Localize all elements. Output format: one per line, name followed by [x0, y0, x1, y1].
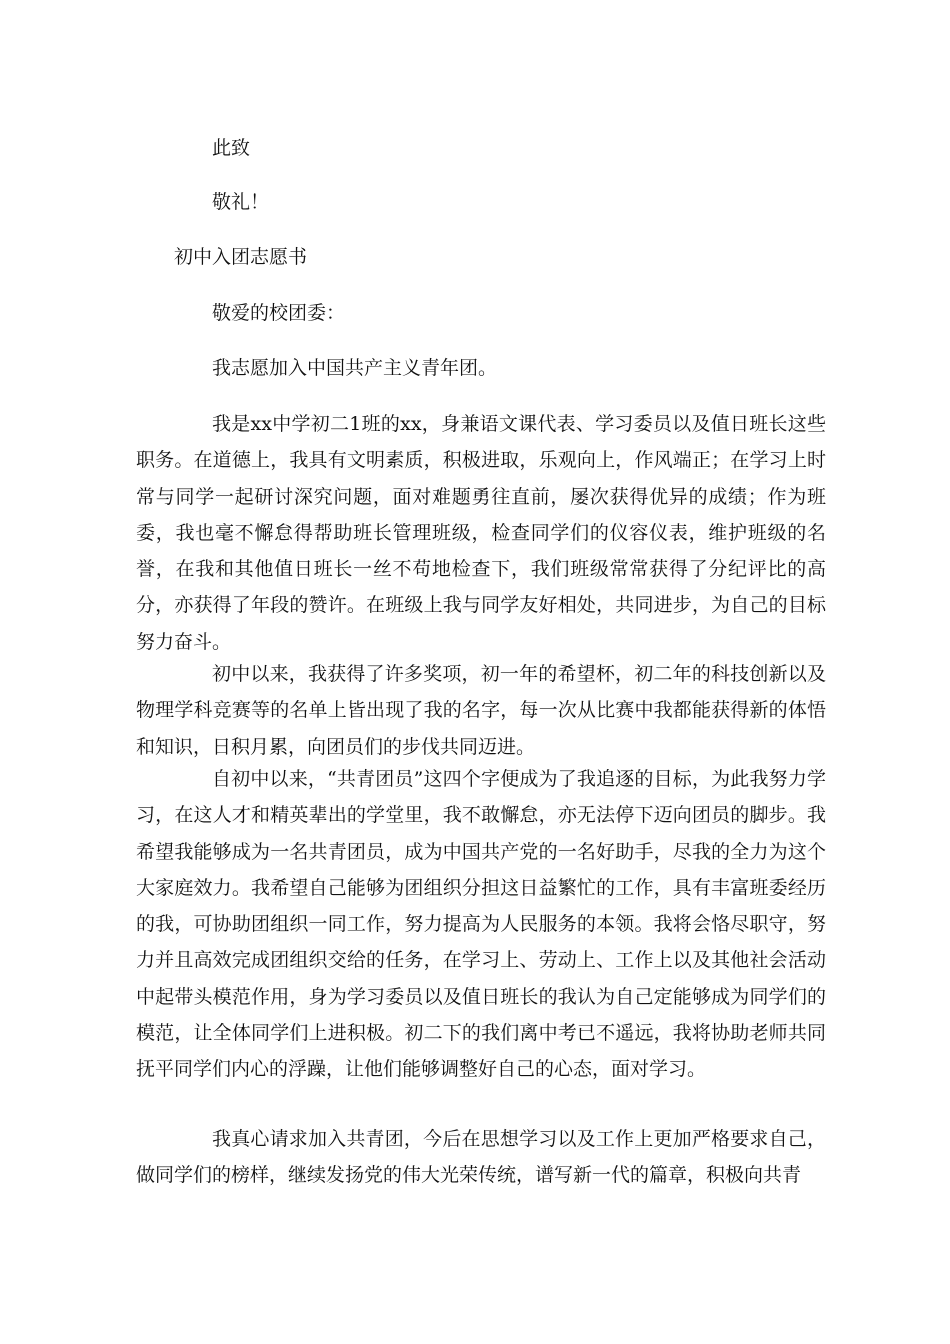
- body-paragraph-2: 初中以来，我获得了许多奖项，初一年的希望杯，初二年的科技创新以及物理学科竞赛等的名单上皆出现了我的名字，每一次从比赛中我都能获得新的体悟和知识，日积月累，向团员们的步伐共同迈进。: [136, 663, 826, 758]
- salutation: 敬爱的校团委：: [212, 302, 346, 324]
- body-paragraph-3: 自初中以来，“共青团员”这四个字便成为了我追逐的目标，为此我努力学习，在这人才和精英辈出的学堂里，我不敢懈怠，亦无法停下迈向团员的脚步。我希望我能够成为一名共青团员，成为中国共产党的一名好助手，尽我的全力为这个大家庭效力。我希望自己能够为团组织分担这日益繁忙的工作，具有丰富班委经历的我，可协助团组织一同工作，努力提高为人民服务的本领。我将会恪尽职守，努力并且高效完成团组织交给的任务，在学习上、劳动上、工作上以及其他社会活动中起带头模范作用，身为学习委员以及值日班长的我认为自己定能够成为同学们的模范，让全体同学们上进积极。初二下的我们离中考已不遥远，我将协助老师共同抚平同学们内心的浮躁，让他们能够调整好自己的心态，面对学习。: [136, 768, 826, 1081]
- body-paragraph-1: 我是xx中学初二1班的xx，身兼语文课代表、学习委员以及值日班长这些职务。在道德上，我具有文明素质，积极进取，乐观向上，作风端正；在学习上时常与同学一起研讨深究问题，面对难题勇往直前，屡次获得优异的成绩；作为班委，我也毫不懈怠得帮助班长管理班级，检查同学们的仪容仪表，维护班级的名誉，在我和其他值日班长一丝不苟地检查下，我们班级常常获得了分纪评比的高分，亦获得了年段的赞许。在班级上我与同学友好相处，共同进步，为自己的目标努力奋斗。: [136, 413, 826, 653]
- document-title: 初中入团志愿书: [174, 246, 308, 268]
- statement: 我志愿加入中国共产主义青年团。: [212, 357, 498, 379]
- body-paragraph-4: 我真心请求加入共青团，今后在思想学习以及工作上更加严格要求自己，做同学们的榜样，继续发扬党的伟大光荣传统，谱写新一代的篇章，积极向共青: [136, 1128, 826, 1187]
- closing-line-1: 此致: [212, 137, 251, 159]
- closing-line-2: 敬礼！: [212, 191, 270, 213]
